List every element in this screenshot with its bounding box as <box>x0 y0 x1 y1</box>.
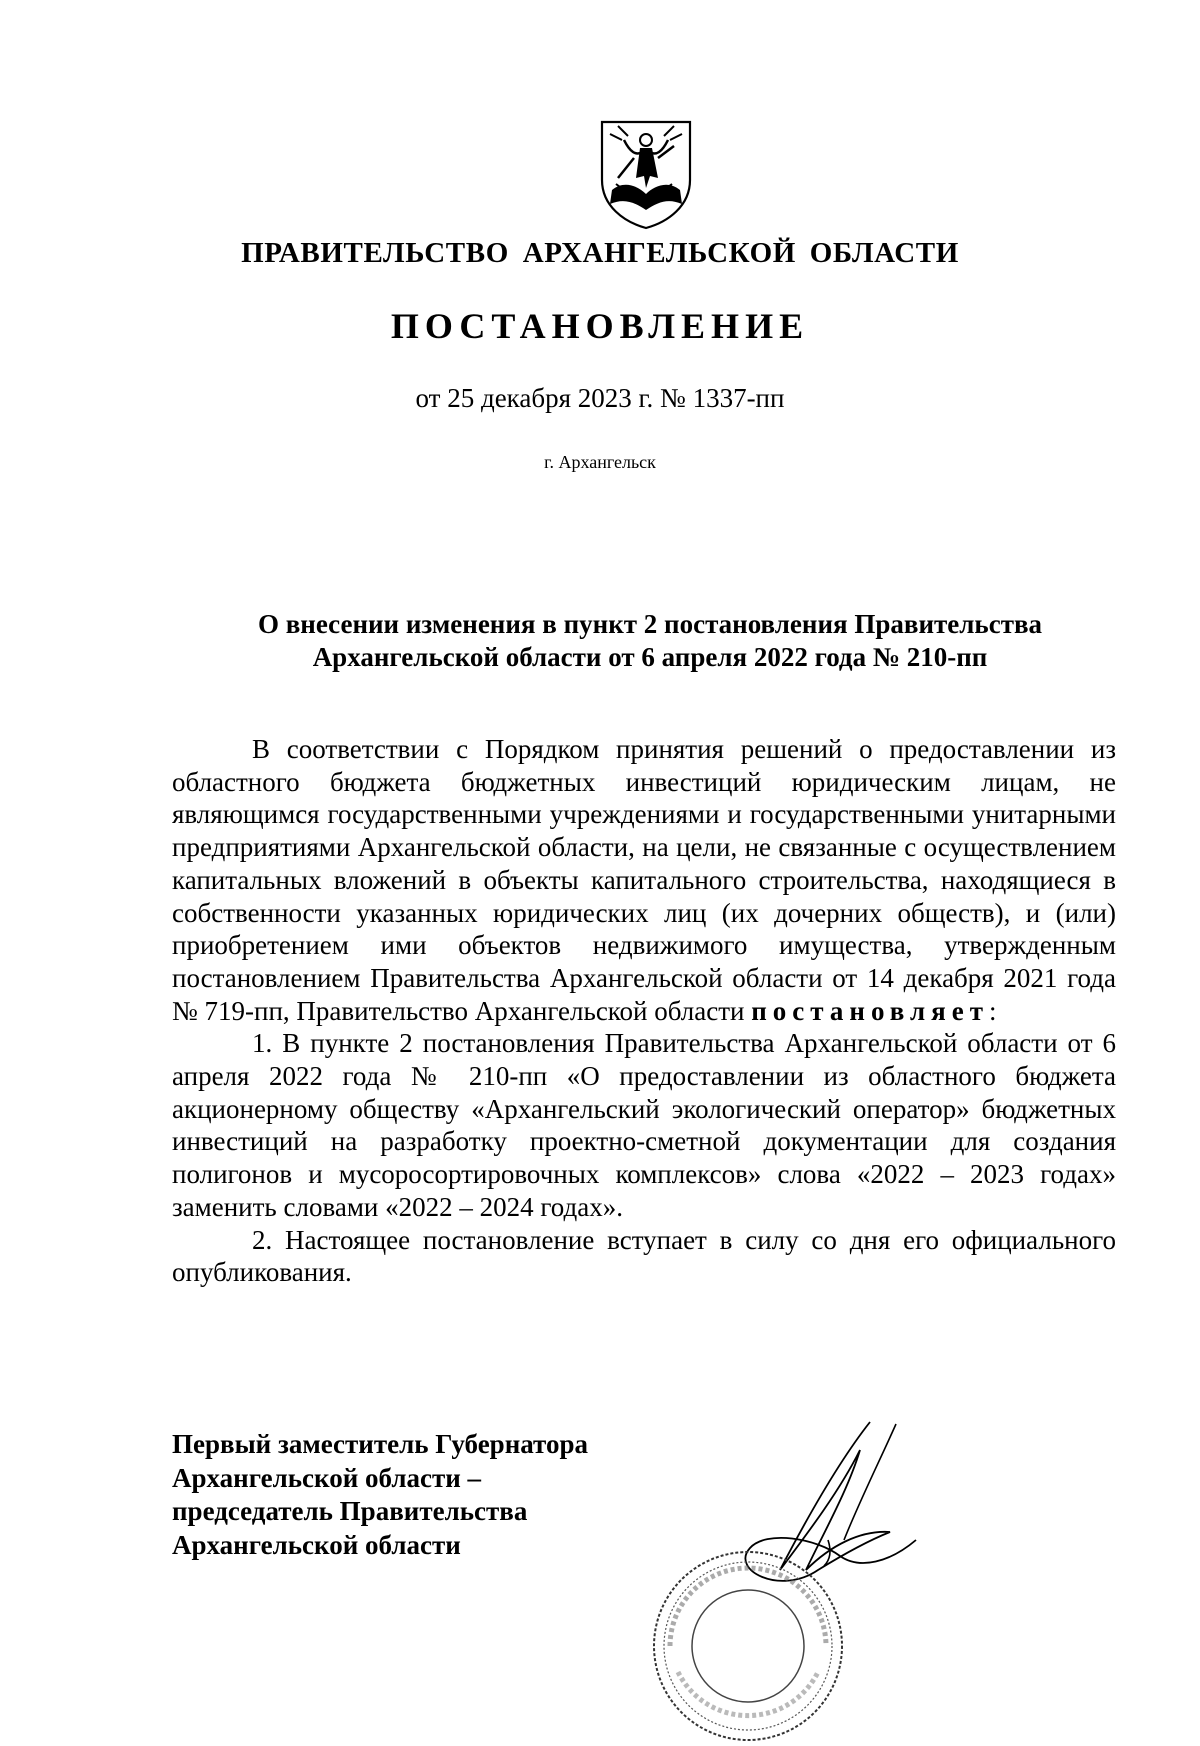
document-date-number: от 25 декабря 2023 г. № 1337-пп <box>415 383 785 413</box>
document-body <box>172 733 1116 1289</box>
subject-line-2: Архангельской области от 6 апреля 2022 года № 210-пп <box>312 642 988 672</box>
signatory-title-line-2: Архангельской области – <box>172 1462 482 1493</box>
item-2-paragraph: 2. Настоящее постановление вступает в силу со дня его официального опубликования. <box>172 1224 1116 1288</box>
document-type: ПОСТАНОВЛЕНИЕ <box>390 306 810 346</box>
preamble-paragraph <box>172 733 1116 1027</box>
official-stamp-icon <box>648 1546 848 1746</box>
document-subject <box>172 608 1128 674</box>
organization-title: ПРАВИТЕЛЬСТВО АРХАНГЕЛЬСКОЙ ОБЛАСТИ <box>241 237 959 269</box>
document-city: г. Архангельск <box>544 452 656 472</box>
preamble-text: В соответствии с Порядком принятия решений о предоставлении из областного бюджета бюджетных инвестиций юридическим лицам, не являющимся государственными учреждениями и государственными унитарными предприятиями Архангельской области, на цели, не связанные с осуществлением капитальных вложений в объекты капитального строительства, находящиеся в собственности указанных юридических лиц (их дочерних обществ), и (или) приобретением ими объектов недвижимого имущества, утвержденным постановлением Правительства Архангельской области от 14 декабря 2021 года № 719-пп, Правительство Архангельской области <box>172 734 1116 1026</box>
signatory-title-line-4: Архангельской области <box>172 1529 461 1560</box>
decree-colon: : <box>989 995 997 1026</box>
item-1-paragraph: 1. В пункте 2 постановления Правительства Архангельской области от 6 апреля 2022 года № 210-пп «О предоставлении из областного бюджета акционерному обществу «Архангельский экологический оператор» бюджетных инвестиций на разработку проектно-сметной документации для создания полигонов и мусоросортировочных комплексов» слова «2022 – 2023 годах» заменить словами «2022 – 2024 годах». <box>172 1028 1116 1222</box>
signatory-title-line-1: Первый заместитель Губернатора <box>172 1429 588 1459</box>
signatory-title <box>172 1428 692 1562</box>
coat-of-arms-icon <box>598 118 694 230</box>
decree-word: постановляет <box>751 995 989 1026</box>
signatory-title-line-3: председатель Правительства <box>172 1496 528 1526</box>
subject-line-1: О внесении изменения в пункт 2 постановления Правительства <box>257 609 1043 639</box>
